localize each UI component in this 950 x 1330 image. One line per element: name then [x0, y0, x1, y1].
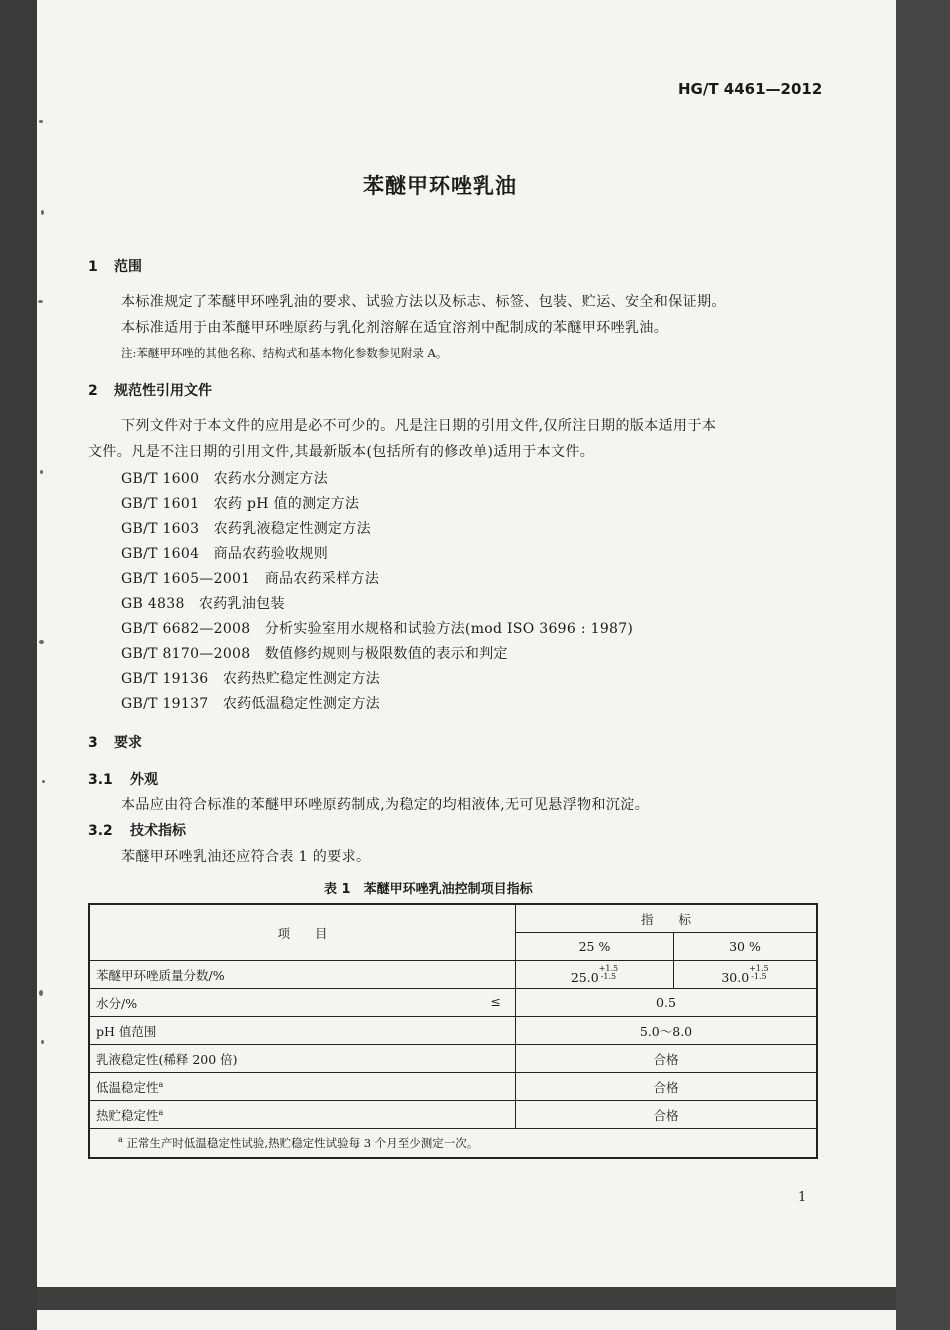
next-page-edge	[37, 1310, 896, 1330]
reference-item: GB/T 19137 农药低温稳定性测定方法	[121, 696, 381, 712]
reference-item: GB 4838 农药乳油包装	[121, 596, 285, 612]
table-row	[89, 1045, 817, 1073]
row-value-25: $25.0^{+1.5 -1.5}$	[516, 961, 674, 989]
row-item: 苯醚甲环唑质量分数/%	[89, 961, 516, 989]
reference-item: GB/T 6682—2008 分析实验室用水规格和试验方法(mod ISO 3696 : 1987)	[121, 621, 634, 637]
section-3-heading: 3 要求	[88, 735, 142, 751]
row-value: 合格	[516, 1101, 818, 1129]
row-item: pH 值范围	[89, 1017, 516, 1045]
table-header-item: 项 目	[89, 904, 516, 961]
table-header-25: 25 %	[516, 933, 674, 961]
table-footnote: $^a$ 正常生产时低温稳定性试验,热贮稳定性试验每 3 个月至少测定一次。	[89, 1129, 817, 1159]
scope-paragraph-1: 本标准规定了苯醚甲环唑乳油的要求、试验方法以及标志、标签、包装、贮运、安全和保证期。	[121, 294, 726, 310]
table-header-index: 指 标	[516, 904, 818, 933]
row-value: 5.0～8.0	[516, 1017, 818, 1045]
reference-item: GB/T 1605—2001 商品农药采样方法	[121, 571, 380, 587]
reference-item: GB/T 19136 农药热贮稳定性测定方法	[121, 671, 381, 687]
row-item: 乳液稳定性(稀释 200 倍)	[89, 1045, 516, 1073]
tech-intro-paragraph: 苯醚甲环唑乳油还应符合表 1 的要求。	[121, 849, 371, 865]
refs-intro-line-1: 下列文件对于本文件的应用是必不可少的。凡是注日期的引用文件,仅所注日期的版本适用于本	[121, 418, 717, 434]
reference-item: GB/T 1600 农药水分测定方法	[121, 471, 329, 487]
row-value: 合格	[516, 1045, 818, 1073]
scope-note: 注:苯醚甲环唑的其他名称、结构式和基本物化参数参见附录 A。	[121, 346, 448, 360]
table-caption: 表 1 苯醚甲环唑乳油控制项目指标	[324, 882, 533, 897]
table-row	[89, 989, 817, 1017]
section-1-heading: 1 范围	[88, 259, 142, 275]
document-title: 苯醚甲环唑乳油	[363, 174, 517, 198]
left-scan-border	[0, 0, 37, 1330]
reference-item: GB/T 1603 农药乳液稳定性测定方法	[121, 521, 371, 537]
right-scan-border	[896, 0, 950, 1330]
row-value-30: $30.0^{+1.5 -1.5}$	[674, 961, 818, 989]
reference-item: GB/T 1601 农药 pH 值的测定方法	[121, 496, 360, 512]
table-row	[89, 1101, 817, 1129]
standard-number: HG/T 4461—2012	[678, 80, 823, 98]
scope-paragraph-2: 本标准适用于由苯醚甲环唑原药与乳化剂溶解在适宜溶剂中配制成的苯醚甲环唑乳油。	[121, 320, 669, 336]
less-equal-sign: ≤	[490, 993, 501, 1009]
row-item: 低温稳定性$^a$	[89, 1073, 516, 1101]
row-value: 合格	[516, 1073, 818, 1101]
refs-intro-line-2: 文件。凡是不注日期的引用文件,其最新版本(包括所有的修改单)适用于本文件。	[88, 444, 595, 460]
section-3-1-heading: 3.1 外观	[88, 772, 158, 788]
section-3-2-heading: 3.2 技术指标	[88, 823, 186, 839]
reference-item: GB/T 1604 商品农药验收规则	[121, 546, 329, 562]
appearance-paragraph: 本品应由符合标准的苯醚甲环唑原药制成,为稳定的均相液体,无可见悬浮物和沉淀。	[121, 797, 650, 813]
table-row	[89, 1073, 817, 1101]
table-header-30: 30 %	[674, 933, 818, 961]
row-item: 热贮稳定性$^a$	[89, 1101, 516, 1129]
row-item: 水分/% ≤	[89, 989, 516, 1017]
reference-item: GB/T 8170—2008 数值修约规则与极限数值的表示和判定	[121, 646, 508, 662]
row-value: 0.5	[516, 989, 818, 1017]
spec-table	[88, 903, 818, 1159]
page-number: 1	[798, 1190, 807, 1205]
table-row	[89, 961, 817, 989]
table-row	[89, 1017, 817, 1045]
section-2-heading: 2 规范性引用文件	[88, 383, 212, 399]
